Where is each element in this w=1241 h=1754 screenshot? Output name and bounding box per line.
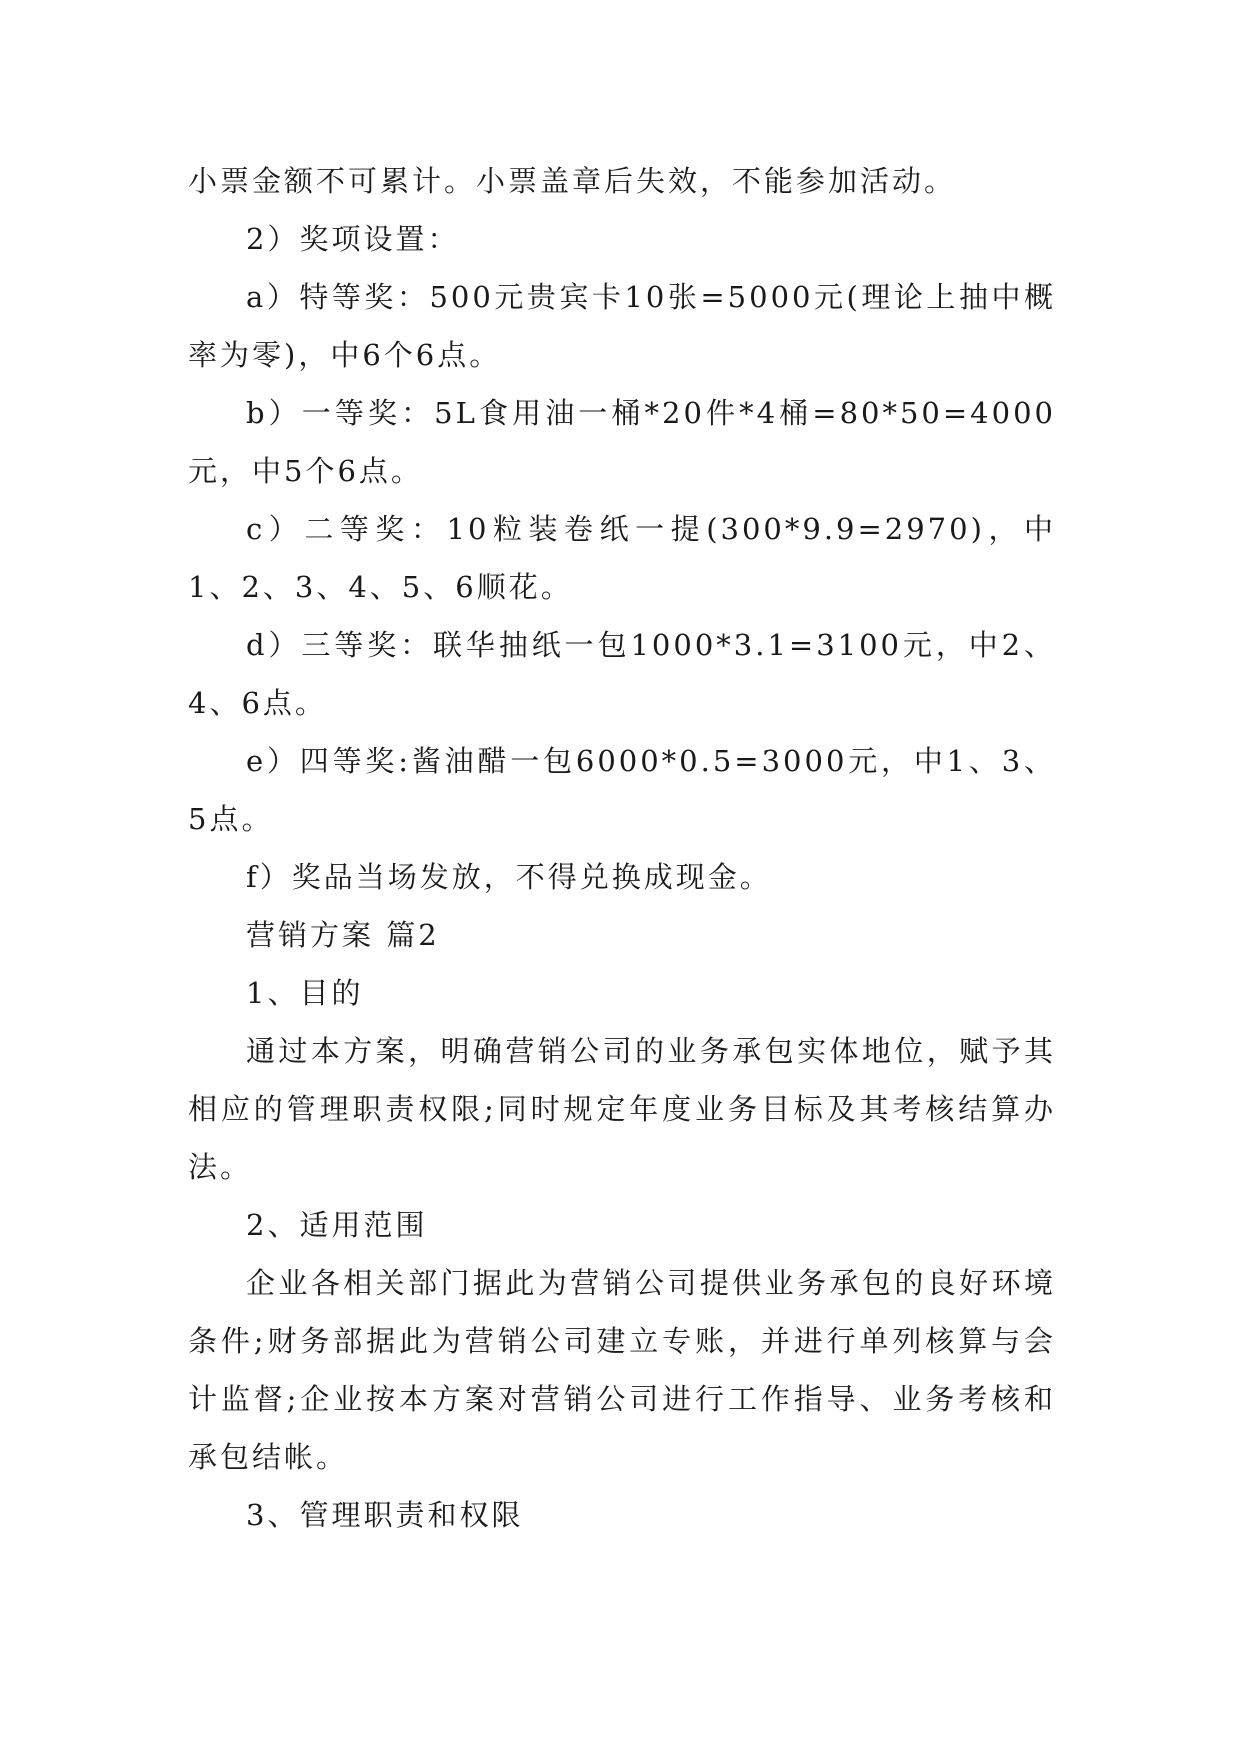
heading-scope: 2、适用范围 — [246, 1208, 428, 1242]
paragraph-purpose: 通过本方案，明确营销公司的业务承包实体地位，赋予其相应的管理职责权限;同时规定年度业务目标及其考核结算办法。 — [188, 1034, 1056, 1184]
heading-responsibilities: 3、管理职责和权限 — [246, 1498, 524, 1532]
paragraph-grand-prize: a）特等奖：500元贵宾卡10张=5000元(理论上抽中概率为零)，中6个6点。 — [188, 280, 1056, 372]
section-title-plan-2: 营销方案 篇2 — [246, 918, 440, 952]
paragraph-receipt-rules: 小票金额不可累计。小票盖章后失效，不能参加活动。 — [188, 164, 957, 198]
heading-purpose: 1、目的 — [246, 976, 364, 1010]
paragraph-scope: 企业各相关部门据此为营销公司提供业务承包的良好环境条件;财务部据此为营销公司建立专账，并进行单列核算与会计监督;企业按本方案对营销公司进行工作指导、业务考核和承包结帐。 — [188, 1266, 1056, 1474]
paragraph-first-prize: b）一等奖：5L食用油一桶*20件*4桶=80*50=4000元，中5个6点。 — [188, 396, 1056, 488]
paragraph-third-prize: d）三等奖：联华抽纸一包1000*3.1=3100元，中2、4、6点。 — [188, 628, 1056, 720]
paragraph-fourth-prize: e）四等奖:酱油醋一包6000*0.5=3000元，中1、3、5点。 — [188, 744, 1056, 836]
paragraph-second-prize: c）二等奖：10粒装卷纸一提(300*9.9=2970)，中1、2、3、4、5、6顺花。 — [188, 512, 1056, 604]
document-body — [188, 152, 1056, 1544]
paragraph-prize-settings-heading: 2）奖项设置： — [246, 222, 460, 256]
paragraph-prize-distribution: f）奖品当场发放，不得兑换成现金。 — [246, 860, 772, 894]
